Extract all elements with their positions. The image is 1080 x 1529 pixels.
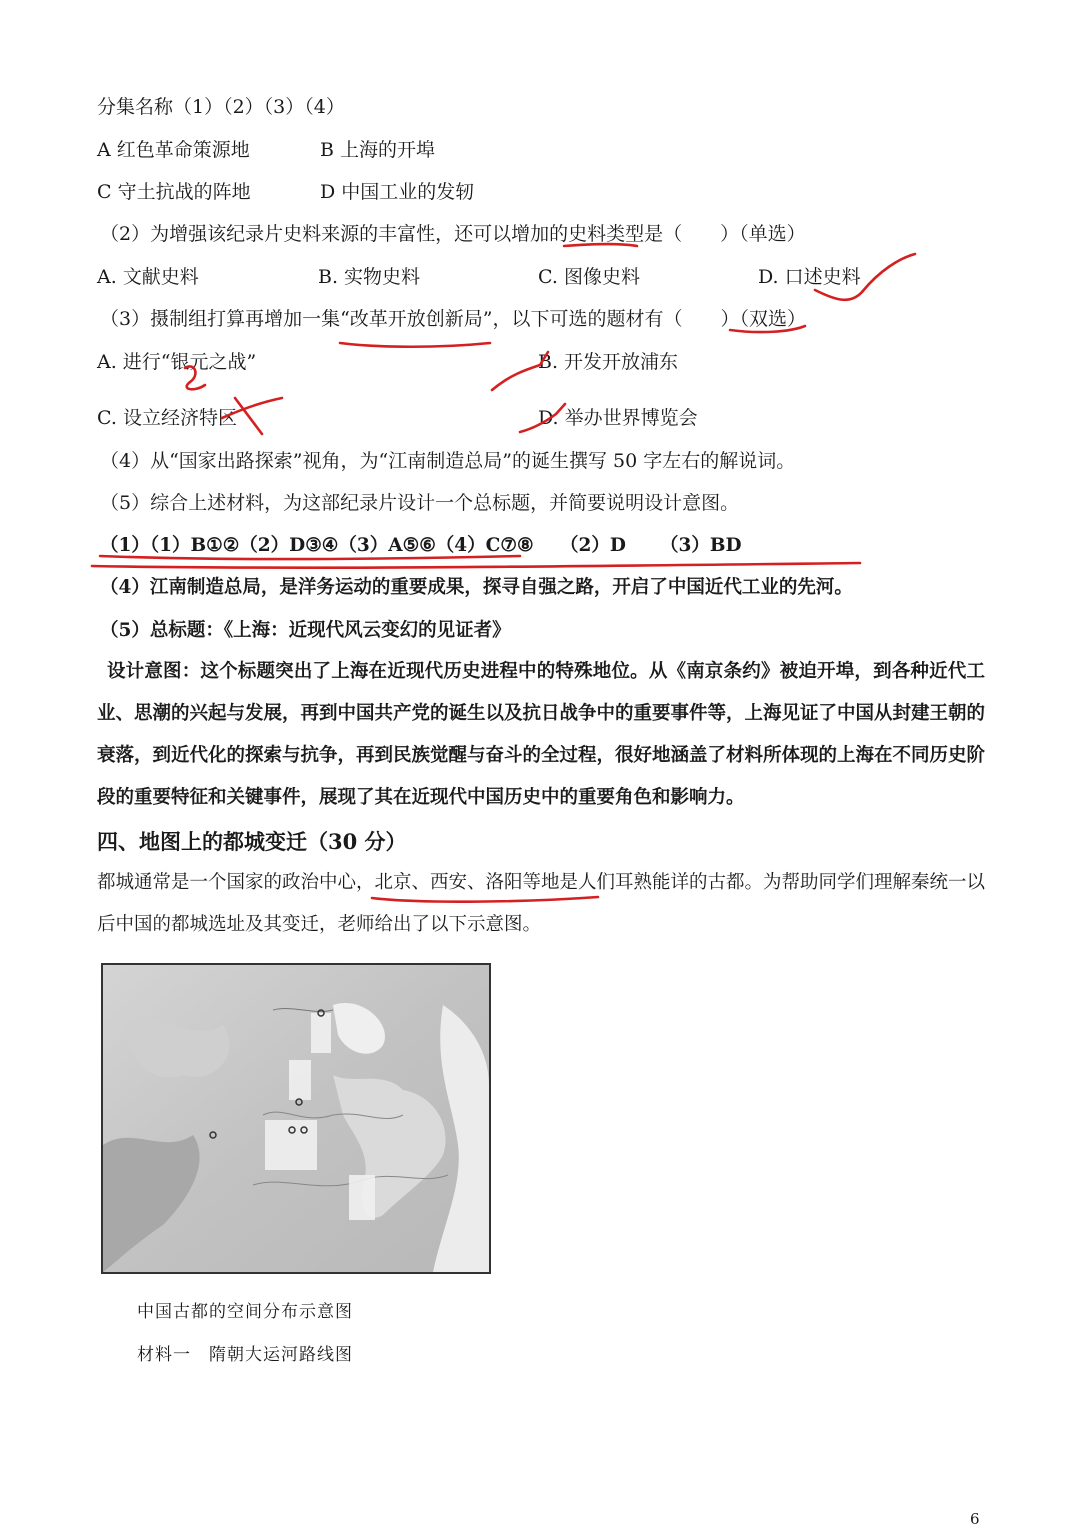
cross-mark-c (235, 398, 262, 434)
q2-option-c: C. 图像史料 (538, 266, 640, 288)
option-d: D 中国工业的发轫 (320, 181, 475, 203)
q3-option-a: A. 进行“银元之战” (97, 351, 257, 373)
ancient-capitals-map (101, 963, 491, 1274)
q2-option-d: D. 口述史料 (758, 266, 861, 288)
option-a: A 红色革命策源地 (97, 139, 250, 161)
question-3: （3）摄制组打算再增加一集“改革开放创新局”，以下可选的题材有（ ）（双选） (100, 308, 807, 330)
q2-option-a: A. 文献史料 (97, 266, 199, 288)
page-number: 6 (970, 1510, 980, 1528)
q2-option-b: B. 实物史料 (318, 266, 421, 288)
design-intent-paragraph: 设计意图：这个标题突出了上海在近现代历史进程中的特殊地位。从《南京条约》被迫开埠，到各种近代工业、思潮的兴起与发展，再到中国共产党的诞生以及抗日战争中的重要事件等，上海见证了中国从封建王朝的衰落，到近代化的探索与抗争，再到民族觉醒与奋斗的全过程，很好地涵盖了材料所体现的上海在不同历史阶段的重要特征和关键事件，展现了其在近现代中国历史中的重要角色和影响力。 (97, 661, 986, 808)
underline-reform-episode (340, 343, 490, 347)
answer-5: （5）总标题：《上海：近现代风云变幻的见证者》 (100, 620, 511, 641)
section-4-intro: 都城通常是一个国家的政治中心，北京、西安、洛阳等地是人们耳熟能详的古都。为帮助同学们理解秦统一以后中国的都城选址及其变迁，老师给出了以下示意图。 (97, 872, 986, 935)
question-2: （2）为增强该纪录片史料来源的丰富性，还可以增加的史料类型是（ ）（单选） (100, 223, 806, 245)
q3-option-d: D. 举办世界博览会 (538, 407, 698, 429)
q3-option-c: C. 设立经济特区 (97, 407, 237, 429)
answer-3: （3）BD (660, 535, 742, 556)
answer-4: （4）江南制造总局，是洋务运动的重要成果，探寻自强之路，开启了中国近代工业的先河。 (100, 577, 853, 598)
answer-1: （1）（1）B①②（2）D③④（3）A⑤⑥（4）C⑦⑧ (100, 535, 534, 556)
underline-answer-4 (92, 563, 860, 568)
episode-names-line: 分集名称（1）（2）（3）（4） (97, 96, 345, 118)
material-1-label: 材料一 隋朝大运河路线图 (137, 1345, 353, 1365)
question-4: （4）从“国家出路探索”视角，为“江南制造总局”的诞生撰写 50 字左右的解说词。 (100, 450, 796, 472)
option-c: C 守土抗战的阵地 (97, 181, 251, 203)
map-caption: 中国古都的空间分布示意图 (137, 1302, 353, 1322)
option-b: B 上海的开埠 (320, 139, 436, 161)
section-4-heading: 四、地图上的都城变迁（30 分） (97, 829, 407, 854)
q3-option-b: B. 开发开放浦东 (538, 351, 679, 373)
answer-2: （2）D (560, 535, 626, 556)
question-5: （5）综合上述材料，为这部纪录片设计一个总标题，并简要说明设计意图。 (100, 492, 740, 514)
